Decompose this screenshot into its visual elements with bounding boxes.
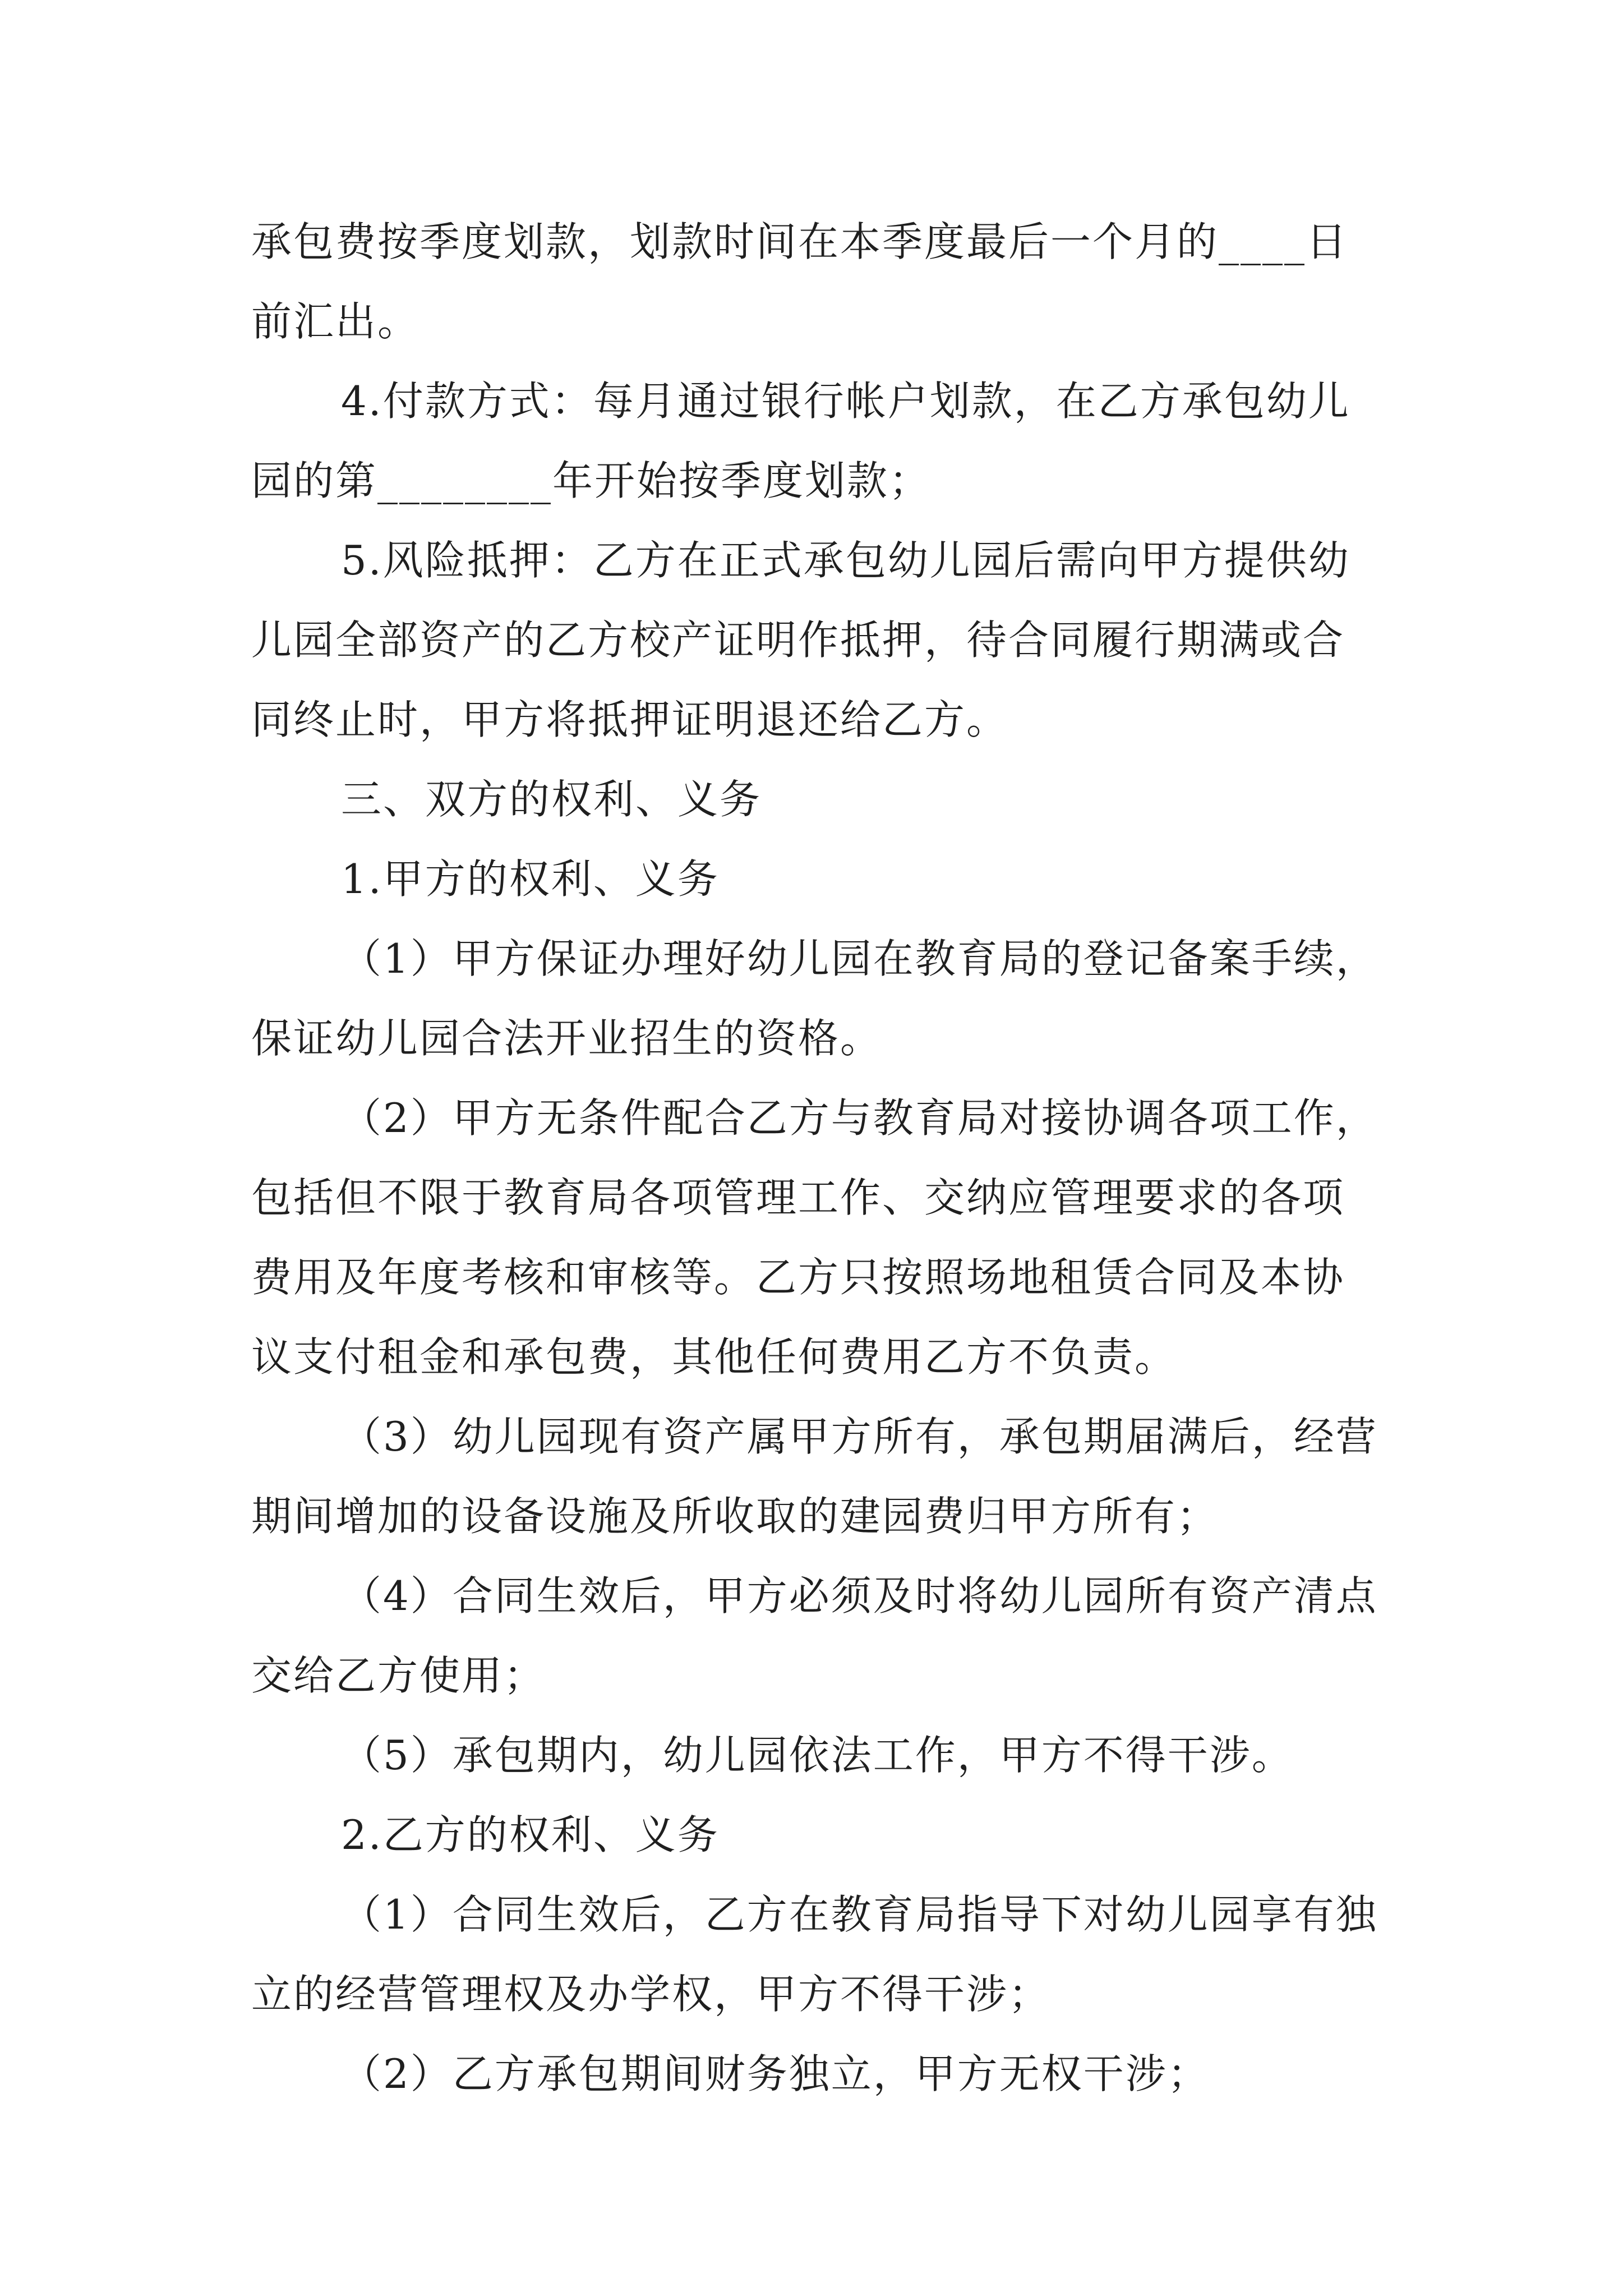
paragraph-payment-method: 4.付款方式：每月通过银行帐户划款，在乙方承包幼儿园的第________年开始按季度划款； bbox=[251, 378, 1350, 504]
clause-party-a-4: （4）合同生效后，甲方必须及时将幼儿园所有资产清点交给乙方使用； bbox=[251, 1572, 1378, 1699]
clause-party-a-2: （2）甲方无条件配合乙方与教育局对接协调各项工作，包括但不限于教育局各项管理工作、交纳应管理要求的各项费用及年度考核和审核等。乙方只按照场地租赁合同及本协议支付租金和承包费，其他任何费用乙方不负责。 bbox=[251, 1094, 1378, 1381]
clause-party-b-1: （1）合同生效后，乙方在教育局指导下对幼儿园享有独立的经营管理权及办学权，甲方不得干涉； bbox=[251, 1891, 1378, 2018]
document-body bbox=[251, 202, 1384, 2114]
section-heading-rights-duties: 三、双方的权利、义务 bbox=[341, 776, 762, 823]
clause-party-a-3: （3）幼儿园现有资产属甲方所有，承包期届满后，经营期间增加的设备设施及所收取的建园费归甲方所有； bbox=[251, 1413, 1378, 1540]
subsection-heading-party-a: 1.甲方的权利、义务 bbox=[341, 855, 720, 903]
clause-party-a-5: （5）承包期内，幼儿园依法工作，甲方不得干涉。 bbox=[341, 1732, 1294, 1779]
paragraph-risk-mortgage: 5.风险抵押：乙方在正式承包幼儿园后需向甲方提供幼儿园全部资产的乙方校产证明作抵押，待合同履行期满或合同终止时，甲方将抵押证明退还给乙方。 bbox=[251, 537, 1350, 743]
clause-party-b-2: （2）乙方承包期间财务独立，甲方无权干涉； bbox=[341, 2050, 1210, 2097]
paragraph-payment-deadline: 承包费按季度划款，划款时间在本季度最后一个月的____日前汇出。 bbox=[251, 218, 1349, 345]
clause-party-a-1: （1）甲方保证办理好幼儿园在教育局的登记备案手续，保证幼儿园合法开业招生的资格。 bbox=[251, 935, 1378, 1062]
subsection-heading-party-b: 2.乙方的权利、义务 bbox=[341, 1811, 720, 1858]
